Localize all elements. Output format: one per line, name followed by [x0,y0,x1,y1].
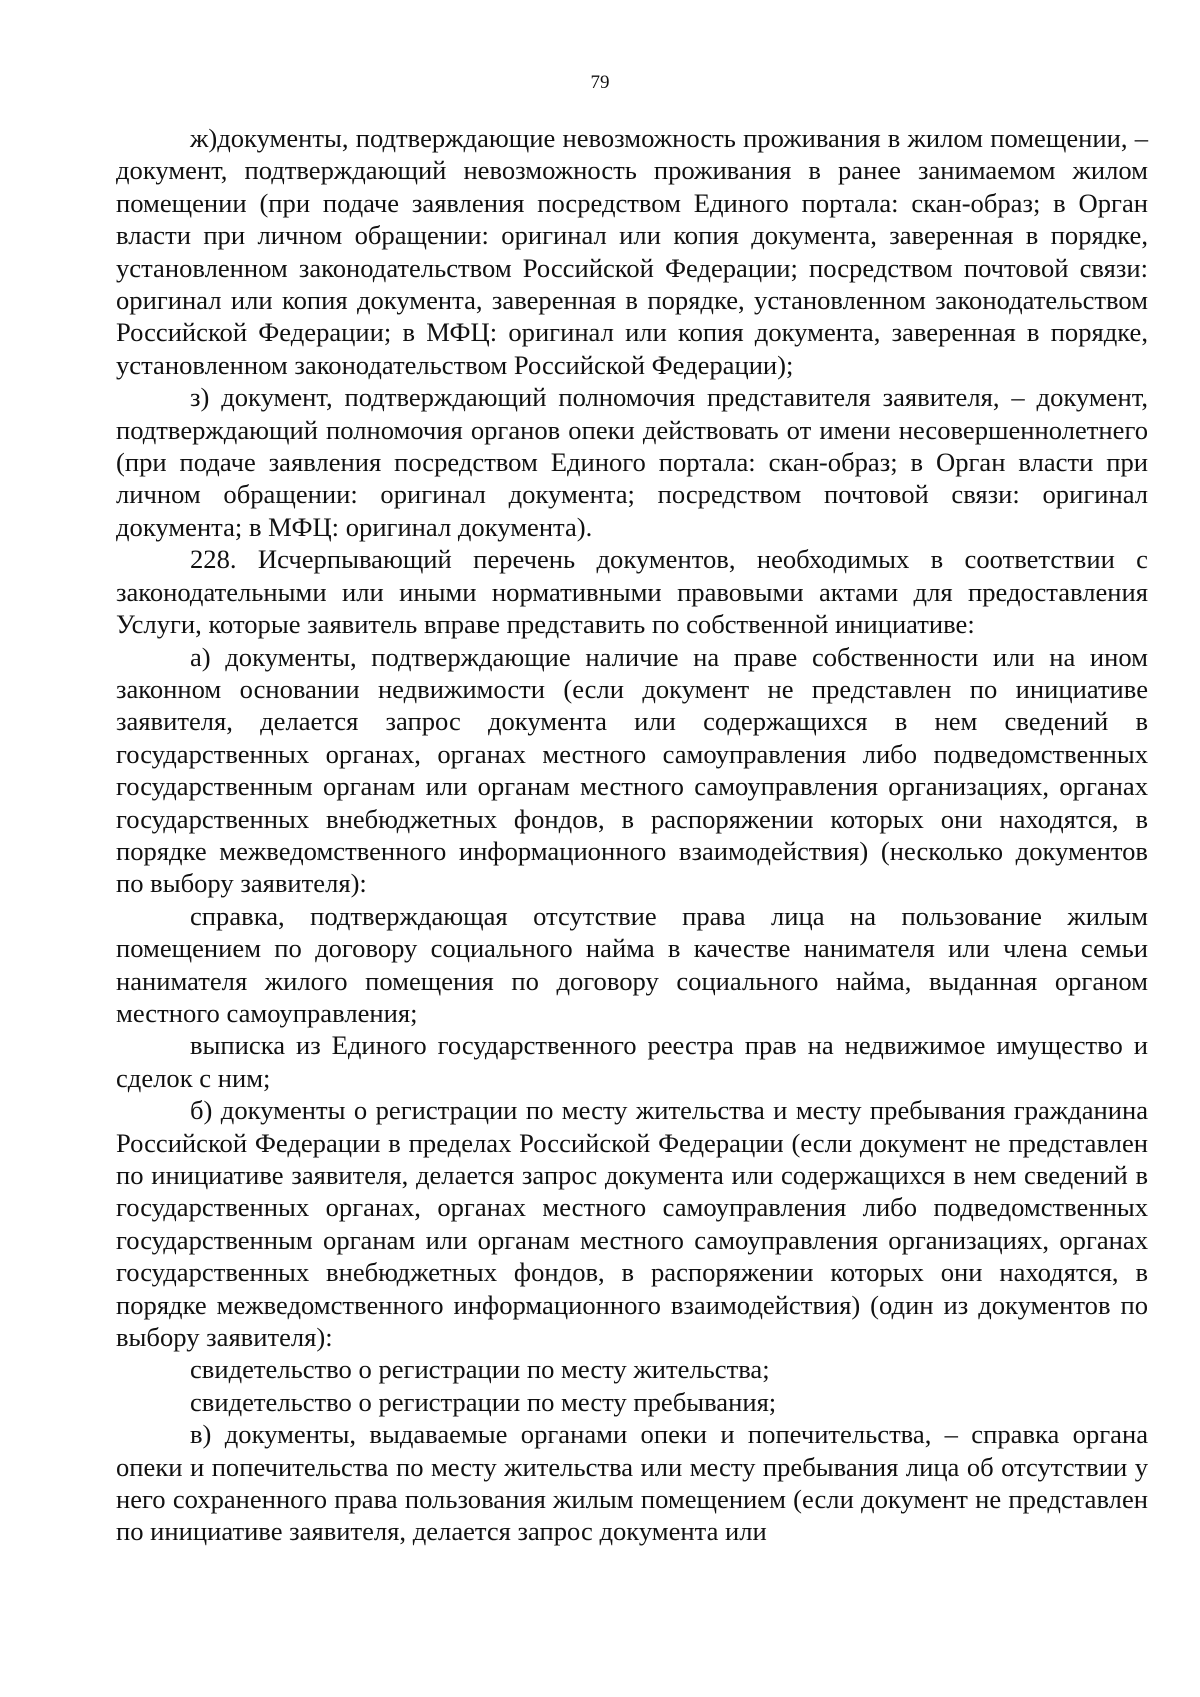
paragraph-v-guardianship-documents: в) документы, выдаваемые органами опеки и попечительства, – справка органа опеки и попечительства по месту жительства или месту пребывания лица об отсутствии у него сохраненного права пользования жилым помещением (если документ не представлен по инициативе заявителя, делается запрос документа или [116,1419,1148,1547]
document-body [116,122,1148,1548]
paragraph-registry-extract: выписка из Единого государственного реестра прав на недвижимое имущество и сделок с ним; [116,1030,1148,1093]
paragraph-a-property-documents: а) документы, подтверждающие наличие на праве собственности или на ином законном основании недвижимости (если документ не представлен по инициативе заявителя, делается запрос документа или содержащихся в нем сведений в государственных органах, органах местного самоуправления либо подведомственных государственным органам или органам местного самоуправления организациях, органах государственных внебюджетных фондов, в распоряжении которых они находятся, в порядке межведомственного информационного взаимодействия) (несколько документов по выбору заявителя): [116,641,1148,899]
paragraph-z-representative-authority: з) документ, подтверждающий полномочия представителя заявителя, – документ, подтверждающий полномочия органов опеки действовать от имени несовершеннолетнего (при подаче заявления посредством Единого портала: скан-образ; в Орган власти при личном обращении: оригинал документа; посредством почтовой связи: оригинал документа; в МФЦ: оригинал документа). [116,382,1148,542]
paragraph-certificate-social-rent: справка, подтверждающая отсутствие права лица на пользование жилым помещением по договору социального найма в качестве нанимателя или члена семьи нанимателя жилого помещения по договору социального найма, выданная органом местного самоуправления; [116,900,1148,1028]
paragraph-zh-housing-impossibility: ж)документы, подтверждающие невозможность проживания в жилом помещении, – документ, подтверждающий невозможность проживания в ранее занимаемом жилом помещении (при подаче заявления посредством Единого портала: скан-образ; в Орган власти при личном обращении: оригинал или копия документа, заверенная в порядке, установленном законодательством Российской Федерации; посредством почтовой связи: оригинал или копия документа, заверенная в порядке, установленном законодательством Российской Федерации; в МФЦ: оригинал или копия документа, заверенная в порядке, установленном законодательством Российской Федерации); [116,123,1148,380]
paragraph-stay-certificate: свидетельство о регистрации по месту пребывания; [190,1386,777,1417]
paragraph-residence-certificate: свидетельство о регистрации по месту жительства; [190,1354,770,1385]
page-number: 79 [590,72,610,93]
paragraph-b-registration-documents: б) документы о регистрации по месту жительства и месту пребывания гражданина Российской Федерации в пределах Российской Федерации (если документ не представлен по инициативе заявителя, делается запрос документа или содержащихся в нем сведений в государственных органах, органах местного самоуправления либо подведомственных государственным органам или органам местного самоуправления организациях, органах государственных внебюджетных фондов, в распоряжении которых они находятся, в порядке межведомственного информационного взаимодействия) (один из документов по выбору заявителя): [116,1095,1148,1353]
paragraph-228-documents-list: 228. Исчерпывающий перечень документов, необходимых в соответствии с законодательными или иными нормативными правовыми актами для предоставления Услуги, которые заявитель вправе представить по собственной инициативе: [116,544,1148,640]
